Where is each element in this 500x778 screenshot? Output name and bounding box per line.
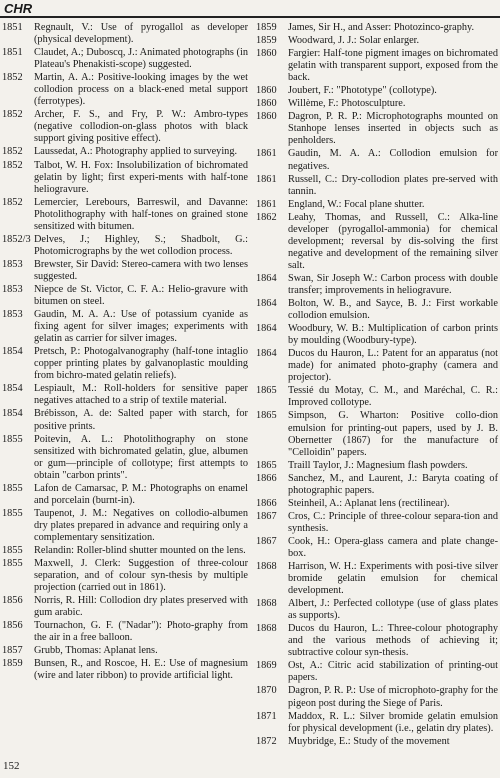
chronology-entry xyxy=(2,22,248,46)
entry-text: Tournachon, G. F. ("Nadar"): Photo-graphy from the air in a free balloon. xyxy=(34,620,248,644)
entry-year: 1853 xyxy=(2,309,23,321)
entry-text: Poitevin, A. L.: Photolithography on stone sensitized with bichromated gelatin, glue, albumen or gum—principle of collotype; first attempts to obtain "carbon prints". xyxy=(34,433,248,481)
chronology-entry xyxy=(256,660,498,684)
entry-year: 1859 xyxy=(256,35,277,47)
chronology-entry xyxy=(2,558,248,594)
entry-text: Norris, R. Hill: Collodion dry plates preserved with gum arabic. xyxy=(34,595,248,619)
entry-text: Regnault, V.: Use of pyrogallol as developer (physical development). xyxy=(34,22,248,46)
entry-text: Simpson, G. Wharton: Positive collo-dion emulsion for printing-out papers, used by J. B. Obernetter (1867) for the manufacture of "Celloidin" papers. xyxy=(288,410,498,458)
entry-text: Grubb, Thomas: Aplanat lens. xyxy=(34,645,158,657)
chronology-entry xyxy=(2,284,248,308)
chronology-entry xyxy=(2,483,248,507)
entry-year: 1860 xyxy=(256,85,277,97)
entry-year: 1862 xyxy=(256,211,277,223)
entry-year: 1854 xyxy=(2,346,23,358)
entry-text: Ducos du Hauron, L.: Patent for an apparatus (not made) for animated photo-graphy (camera and projector). xyxy=(288,348,498,384)
chronology-entry xyxy=(2,434,248,482)
entry-text: Dagron, P. R. P.: Microphotographs mounted on Stanhope lenses inserted in objects such as penholders. xyxy=(288,111,498,147)
chronology-entry xyxy=(2,508,248,544)
entry-text: Ducos du Hauron, L.: Three-colour photography and the various methods of achieving it; subtractive colour syn-thesis. xyxy=(288,623,498,659)
entry-text: Gaudin, M. A. A.: Collodion emulsion for negatives. xyxy=(288,148,498,172)
chronology-entry xyxy=(256,410,498,458)
chronology-entry xyxy=(2,658,248,682)
entry-text: Pretsch, P.: Photogalvanography (half-tone intaglio copper printing plates by galvanoplastic moulding from bichro-mated gelatin reliefs). xyxy=(34,346,248,382)
entry-text: Maddox, R. L.: Silver bromide gelatin emulsion for physical development (i.e., gelatin dry plates). xyxy=(288,710,498,734)
chronology-entry xyxy=(256,536,498,560)
chronology-entry xyxy=(256,35,498,47)
entry-text: Woodbury, W. B.: Multiplication of carbon prints by moulding (Woodbury-type). xyxy=(288,323,498,347)
chronology-entry xyxy=(2,408,248,432)
chronology-entry xyxy=(256,273,498,297)
chronology-entry xyxy=(256,561,498,597)
entry-text: Martin, A. A.: Positive-looking images by the wet collodion process on a black-ened metal support (ferrotypes). xyxy=(34,72,248,108)
left-column xyxy=(2,22,248,683)
chronology-entry xyxy=(256,148,498,172)
entry-text: Delves, J.; Highley, S.; Shadbolt, G.: Photomicrographs by the wet collodion process. xyxy=(34,233,248,257)
entry-year: 1856 xyxy=(2,620,23,632)
entry-text: Maxwell, J. Clerk: Suggestion of three-colour separation, and of colour syn-thesis by multiple projection (carried out in 1861). xyxy=(34,558,248,594)
page-number: 152 xyxy=(3,760,20,772)
entry-year: 1852 xyxy=(2,159,23,171)
entry-year: 1854 xyxy=(2,383,23,395)
entry-year: 1864 xyxy=(256,298,277,310)
entry-year: 1855 xyxy=(2,433,23,445)
chronology-entry xyxy=(2,146,248,158)
entry-year: 1868 xyxy=(256,623,277,635)
chronology-entry xyxy=(256,199,498,211)
entry-text: Bolton, W. B., and Sayce, B. J.: First workable collodion emulsion. xyxy=(288,298,498,322)
chronology-entry xyxy=(2,234,248,258)
chronology-entry xyxy=(256,460,498,472)
entry-year: 1851 xyxy=(2,47,23,59)
entry-year: 1864 xyxy=(256,348,277,360)
entry-year: 1855 xyxy=(2,482,23,494)
entry-year: 1872 xyxy=(256,735,277,747)
chronology-entry xyxy=(256,685,498,709)
entry-text: Lafon de Camarsac, P. M.: Photographs on enamel and porcelain (burnt-in). xyxy=(34,482,248,506)
entry-text: Fargier: Half-tone pigment images on bichromated gelatin with transparent support, exposed from the back. xyxy=(288,48,498,84)
entry-year: 1859 xyxy=(256,22,277,33)
chronology-entry xyxy=(2,620,248,644)
entry-text: Lemercier, Lerebours, Barreswil, and Davanne: Photolithography with half-tones on grained stone sensitized with bitumen. xyxy=(34,196,248,232)
entry-year: 1871 xyxy=(256,710,277,722)
entry-year: 1853 xyxy=(2,283,23,295)
entry-text: Laussedat, A.: Photography applied to surveying. xyxy=(34,146,238,158)
entry-text: Lespiault, M.: Roll-holders for sensitive paper negatives attached to a strip of textile material. xyxy=(34,383,248,407)
entry-year: 1856 xyxy=(2,595,23,607)
entry-year: 1866 xyxy=(256,472,277,484)
entry-text: Claudet, A.; Duboscq, J.: Animated photographs (in Plateau's Phenakisti-scope) suggested. xyxy=(34,47,248,71)
entry-year: 1865 xyxy=(256,459,277,471)
entry-year: 1860 xyxy=(256,48,277,60)
entry-text: Archer, F. S., and Fry, P. W.: Ambro-types (negative collodion-on-glass photos with black support giving positive effect). xyxy=(34,109,248,145)
chronology-entry xyxy=(2,72,248,108)
entry-year: 1860 xyxy=(256,111,277,123)
entry-year: 1867 xyxy=(256,535,277,547)
chronology-entry xyxy=(256,85,498,97)
entry-year: 1869 xyxy=(256,660,277,672)
entry-text: Bunsen, R., and Roscoe, H. E.: Use of magnesium (wire and later ribbon) to provide artificial light. xyxy=(34,658,248,682)
entry-year: 1852 xyxy=(2,146,23,158)
chronology-entry xyxy=(256,22,498,34)
entry-text: Cook, H.: Opera-glass camera and plate change-box. xyxy=(288,535,498,559)
entry-year: 1860 xyxy=(256,98,277,110)
entry-year: 1861 xyxy=(256,198,277,210)
entry-text: Russell, C.: Dry-collodion plates pre-served with tannin. xyxy=(288,173,498,197)
chronology-entry xyxy=(2,309,248,345)
entry-year: 1864 xyxy=(256,272,277,284)
entry-year: 1868 xyxy=(256,561,277,573)
entry-text: Taupenot, J. M.: Negatives on collodio-albumen dry plates prepared in advance and requiring only a complementary sensitization. xyxy=(34,507,248,543)
chronology-entry xyxy=(256,498,498,510)
chronology-entry xyxy=(256,212,498,272)
entry-text: Brewster, Sir David: Stereo-camera with two lenses suggested. xyxy=(34,258,248,282)
chronology-entry xyxy=(256,348,498,384)
chronology-entry xyxy=(2,197,248,233)
entry-year: 1851 xyxy=(2,22,23,33)
entry-year: 1868 xyxy=(256,598,277,610)
entry-text: Ost, A.: Citric acid stabilization of printing-out papers. xyxy=(288,660,498,684)
chronology-entry xyxy=(2,346,248,382)
entry-text: Joubert, F.: "Phototype" (collotype). xyxy=(288,85,437,97)
entry-text: Talbot, W. H. Fox: Insolubilization of bichromated gelatin by light; first experi-ments with half-tone heliogravure. xyxy=(34,159,248,195)
chronology-entry xyxy=(2,47,248,71)
chronology-entry xyxy=(256,511,498,535)
entry-text: Swan, Sir Joseph W.: Carbon process with double transfer; improvements in heliogravure. xyxy=(288,272,498,296)
entry-year: 1870 xyxy=(256,685,277,697)
entry-year: 1865 xyxy=(256,410,277,422)
header-rule xyxy=(0,16,500,18)
entry-text: Willème, F.: Photosculpture. xyxy=(288,98,406,110)
entry-year: 1861 xyxy=(256,148,277,160)
entry-text: Cros, C.: Principle of three-colour separa-tion and synthesis. xyxy=(288,510,498,534)
chronology-entry xyxy=(256,711,498,735)
entry-year: 1859 xyxy=(2,658,23,670)
chronology-entry xyxy=(2,160,248,196)
section-heading: CHR xyxy=(4,1,33,16)
entry-text: Traill Taylor, J.: Magnesium flash powders. xyxy=(288,459,468,471)
entry-year: 1855 xyxy=(2,558,23,570)
entry-year: 1853 xyxy=(2,258,23,270)
entry-year: 1852 xyxy=(2,109,23,121)
entry-text: Steinheil, A.: Aplanat lens (rectilinear). xyxy=(288,497,450,509)
entry-text: James, Sir H., and Asser: Photozinco-graphy. xyxy=(288,22,475,33)
entry-text: Niepce de St. Victor, C. F. A.: Helio-gravure with bitumen on steel. xyxy=(34,283,248,308)
chronology-entry xyxy=(256,736,498,748)
entry-year: 1855 xyxy=(2,507,23,519)
right-column xyxy=(256,22,498,749)
entry-year: 1857 xyxy=(2,645,23,657)
entry-text: Muybridge, E.: Study of the movement xyxy=(288,735,450,747)
entry-text: Harrison, W. H.: Experiments with posi-tive silver bromide gelatin emulsion for chemical development. xyxy=(288,561,498,597)
entry-year: 1855 xyxy=(2,544,23,556)
chronology-entry xyxy=(2,259,248,283)
entry-year: 1864 xyxy=(256,323,277,335)
chronology-entry xyxy=(2,109,248,145)
entry-text: Relandin: Roller-blind shutter mounted on the lens. xyxy=(34,544,246,556)
entry-year: 1861 xyxy=(256,173,277,185)
chronology-entry xyxy=(2,545,248,557)
chronology-entry xyxy=(256,98,498,110)
entry-text: England, W.: Focal plane shutter. xyxy=(288,198,425,210)
chronology-entry xyxy=(2,383,248,407)
chronology-entry xyxy=(256,48,498,84)
chronology-entry xyxy=(256,174,498,198)
entry-text: Dagron, P. R. P.: Use of microphoto-graphy for the pigeon post during the Siege of Paris. xyxy=(288,685,498,709)
chronology-entry xyxy=(256,111,498,147)
entry-text: Albert, J.: Perfected collotype (use of glass plates as supports). xyxy=(288,598,498,622)
chronology-entry xyxy=(256,323,498,347)
chronology-entry xyxy=(256,298,498,322)
entry-year: 1867 xyxy=(256,510,277,522)
chronology-entry xyxy=(2,645,248,657)
chronology-entry xyxy=(256,473,498,497)
entry-text: Sanchez, M., and Laurent, J.: Baryta coating of photographic papers. xyxy=(288,472,498,496)
entry-year: 1852 xyxy=(2,196,23,208)
entry-year: 1852 xyxy=(2,72,23,84)
entry-year: 1865 xyxy=(256,385,277,397)
entry-year: 1852/3 xyxy=(2,233,31,245)
entry-text: Tessié du Motay, C. M., and Maréchal, C. R.: Improved collotype. xyxy=(288,385,498,409)
entry-year: 1854 xyxy=(2,408,23,420)
chronology-entry xyxy=(256,598,498,622)
entry-text: Woodward, J. J.: Solar enlarger. xyxy=(288,35,420,47)
chronology-entry xyxy=(256,623,498,659)
chronology-entry xyxy=(2,595,248,619)
entry-text: Gaudin, M. A. A.: Use of potassium cyanide as fixing agent for silver images; experiments with gelatin as carrier for silver images. xyxy=(34,309,248,345)
entry-year: 1866 xyxy=(256,497,277,509)
entry-text: Brébisson, A. de: Salted paper with starch, for positive prints. xyxy=(34,408,248,432)
chronology-entry xyxy=(256,385,498,409)
entry-text: Leahy, Thomas, and Russell, C.: Alka-line developer (pyrogallol-ammonia) for chemical development; reversal by dis-solving the first negative and development of the remaining silver salt. xyxy=(288,211,498,271)
